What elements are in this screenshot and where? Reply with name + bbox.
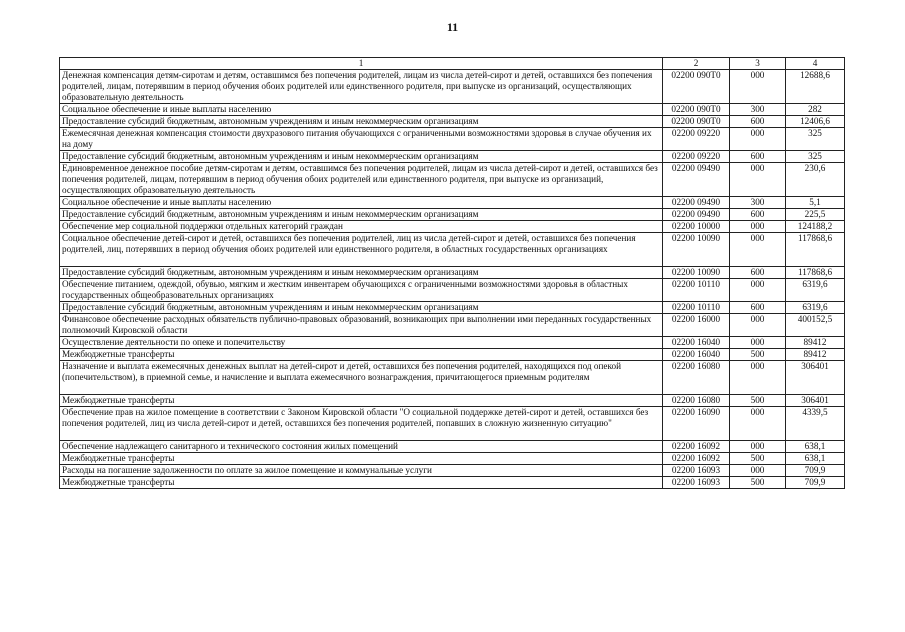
table-row [60, 104, 845, 116]
row-target-code: 02200 10110 [663, 302, 730, 314]
row-expense-type: 500 [730, 395, 786, 407]
table-row [60, 465, 845, 477]
row-description: Расходы на погашение задолженности по оплате за жилое помещение и коммунальные услуги [60, 465, 663, 477]
row-expense-type: 000 [730, 128, 786, 151]
row-expense-type: 000 [730, 279, 786, 302]
row-amount: 230,6 [786, 163, 845, 197]
row-expense-type: 500 [730, 477, 786, 489]
row-amount: 400152,5 [786, 314, 845, 337]
row-expense-type: 600 [730, 209, 786, 221]
row-amount: 638,1 [786, 441, 845, 453]
table-row [60, 337, 845, 349]
row-target-code: 02200 09490 [663, 163, 730, 197]
row-target-code: 02200 16080 [663, 361, 730, 395]
row-amount: 306401 [786, 361, 845, 395]
row-expense-type: 500 [730, 349, 786, 361]
row-amount: 325 [786, 151, 845, 163]
row-expense-type: 600 [730, 302, 786, 314]
row-description: Предоставление субсидий бюджетным, автономным учреждениям и иным некоммерческим организациям [60, 209, 663, 221]
row-expense-type: 000 [730, 314, 786, 337]
row-amount: 709,9 [786, 477, 845, 489]
table-row [60, 477, 845, 489]
row-expense-type: 300 [730, 104, 786, 116]
table-row [60, 70, 845, 104]
row-description: Обеспечение надлежащего санитарного и технического состояния жилых помещений [60, 441, 663, 453]
row-description: Осуществление деятельности по опеке и попечительству [60, 337, 663, 349]
table-row [60, 407, 845, 441]
row-expense-type: 000 [730, 163, 786, 197]
row-target-code: 02200 090Т0 [663, 116, 730, 128]
table-row [60, 197, 845, 209]
row-amount: 4339,5 [786, 407, 845, 441]
row-description: Социальное обеспечение детей-сирот и детей, оставшихся без попечения родителей, лиц из числа детей-сирот и детей, оставшихся без попечения родителей, лиц, потерявших в период обучения обоих родителей или единственного родителя, в областных государственных организациях [60, 233, 663, 267]
row-target-code: 02200 09490 [663, 197, 730, 209]
row-description: Межбюджетные трансферты [60, 349, 663, 361]
row-expense-type: 500 [730, 453, 786, 465]
table-row [60, 441, 845, 453]
table-row [60, 279, 845, 302]
row-description: Единовременное денежное пособие детям-сиротам и детям, оставшимся без попечения родителей, лицам из числа детей-сирот и детей, оставшихся без попечения родителей, лицам, потерявшим в период обучения обоих родителей или единственного родителя, при выпуске из организаций, осуществляющих образовательную деятельность [60, 163, 663, 197]
row-description: Межбюджетные трансферты [60, 395, 663, 407]
row-target-code: 02200 16093 [663, 477, 730, 489]
row-description: Ежемесячная денежная компенсация стоимости двухразового питания обучающихся с ограниченными возможностями здоровья в случае обучения их на дому [60, 128, 663, 151]
row-target-code: 02200 16092 [663, 441, 730, 453]
row-description: Обеспечение питанием, одеждой, обувью, мягким и жестким инвентарем обучающихся с ограниченными возможностями здоровья в областных государственных общеобразовательных организациях [60, 279, 663, 302]
table-row [60, 267, 845, 279]
budget-table [59, 57, 845, 489]
row-amount: 6319,6 [786, 279, 845, 302]
row-target-code: 02200 10090 [663, 267, 730, 279]
row-target-code: 02200 090Т0 [663, 104, 730, 116]
row-target-code: 02200 16092 [663, 453, 730, 465]
row-target-code: 02200 16090 [663, 407, 730, 441]
table-row [60, 395, 845, 407]
table-row [60, 349, 845, 361]
column-header-code: 2 [663, 58, 730, 70]
row-amount: 282 [786, 104, 845, 116]
row-description: Предоставление субсидий бюджетным, автономным учреждениям и иным некоммерческим организациям [60, 151, 663, 163]
row-description: Денежная компенсация детям-сиротам и детям, оставшимся без попечения родителей, лицам из числа детей-сирот и детей, оставшихся без попечения родителей, лицам, потерявшим в период обучения обоих родителей или единственного родителя, при выпуске из организаций, осуществляющих образовательную деятельность [60, 70, 663, 104]
row-expense-type: 600 [730, 267, 786, 279]
row-expense-type: 000 [730, 407, 786, 441]
row-expense-type: 000 [730, 233, 786, 267]
row-description: Предоставление субсидий бюджетным, автономным учреждениям и иным некоммерческим организациям [60, 116, 663, 128]
row-description: Финансовое обеспечение расходных обязательств публично-правовых образований, возникающих при выполнении ими переданных государственных полномочий Кировской области [60, 314, 663, 337]
row-expense-type: 600 [730, 151, 786, 163]
row-description: Назначение и выплата ежемесячных денежных выплат на детей-сирот и детей, оставшихся без попечения родителей, находящихся под опекой (попечительством), в приемной семье, и начисление и выплата ежемесячного вознаграждения, причитающегося приемным родителям [60, 361, 663, 395]
row-amount: 117868,6 [786, 233, 845, 267]
table-row [60, 116, 845, 128]
row-expense-type: 000 [730, 361, 786, 395]
row-amount: 5,1 [786, 197, 845, 209]
row-description: Социальное обеспечение и иные выплаты населению [60, 197, 663, 209]
table-row [60, 314, 845, 337]
row-description: Межбюджетные трансферты [60, 453, 663, 465]
table-header-row [60, 58, 845, 70]
row-description: Обеспечение прав на жилое помещение в соответствии с Законом Кировской области "О социальной поддержке детей-сирот и детей, оставшихся без попечения родителей, лиц из числа детей-сирот и детей, оставшихся без попечения родителей, попавших в сложную жизненную ситуацию" [60, 407, 663, 441]
row-amount: 306401 [786, 395, 845, 407]
table-row [60, 233, 845, 267]
row-description: Межбюджетные трансферты [60, 477, 663, 489]
table-row [60, 361, 845, 395]
row-expense-type: 600 [730, 116, 786, 128]
row-target-code: 02200 09220 [663, 151, 730, 163]
row-expense-type: 000 [730, 221, 786, 233]
column-header-expense-type: 3 [730, 58, 786, 70]
row-target-code: 02200 16040 [663, 349, 730, 361]
row-expense-type: 000 [730, 70, 786, 104]
row-target-code: 02200 16040 [663, 337, 730, 349]
row-description: Социальное обеспечение и иные выплаты населению [60, 104, 663, 116]
table-row [60, 163, 845, 197]
column-header-amount: 4 [786, 58, 845, 70]
table-row [60, 221, 845, 233]
row-amount: 12406,6 [786, 116, 845, 128]
row-amount: 225,5 [786, 209, 845, 221]
row-target-code: 02200 090Т0 [663, 70, 730, 104]
row-description: Предоставление субсидий бюджетным, автономным учреждениям и иным некоммерческим организациям [60, 302, 663, 314]
row-description: Предоставление субсидий бюджетным, автономным учреждениям и иным некоммерческим организациям [60, 267, 663, 279]
table-row [60, 209, 845, 221]
row-target-code: 02200 09220 [663, 128, 730, 151]
row-target-code: 02200 10110 [663, 279, 730, 302]
table-row [60, 151, 845, 163]
page-number: 11 [446, 20, 459, 34]
row-amount: 6319,6 [786, 302, 845, 314]
table-body [60, 70, 845, 489]
row-expense-type: 000 [730, 441, 786, 453]
row-amount: 325 [786, 128, 845, 151]
row-amount: 12688,6 [786, 70, 845, 104]
row-expense-type: 000 [730, 337, 786, 349]
row-amount: 124188,2 [786, 221, 845, 233]
row-amount: 89412 [786, 349, 845, 361]
row-target-code: 02200 16080 [663, 395, 730, 407]
row-target-code: 02200 09490 [663, 209, 730, 221]
row-expense-type: 300 [730, 197, 786, 209]
row-expense-type: 000 [730, 465, 786, 477]
row-target-code: 02200 10000 [663, 221, 730, 233]
row-target-code: 02200 16000 [663, 314, 730, 337]
table-row [60, 453, 845, 465]
table-row [60, 302, 845, 314]
row-description: Обеспечение мер социальной поддержки отдельных категорий граждан [60, 221, 663, 233]
row-amount: 117868,6 [786, 267, 845, 279]
column-header-description: 1 [60, 58, 663, 70]
row-target-code: 02200 16093 [663, 465, 730, 477]
row-amount: 709,9 [786, 465, 845, 477]
table-row [60, 128, 845, 151]
row-target-code: 02200 10090 [663, 233, 730, 267]
row-amount: 638,1 [786, 453, 845, 465]
row-amount: 89412 [786, 337, 845, 349]
